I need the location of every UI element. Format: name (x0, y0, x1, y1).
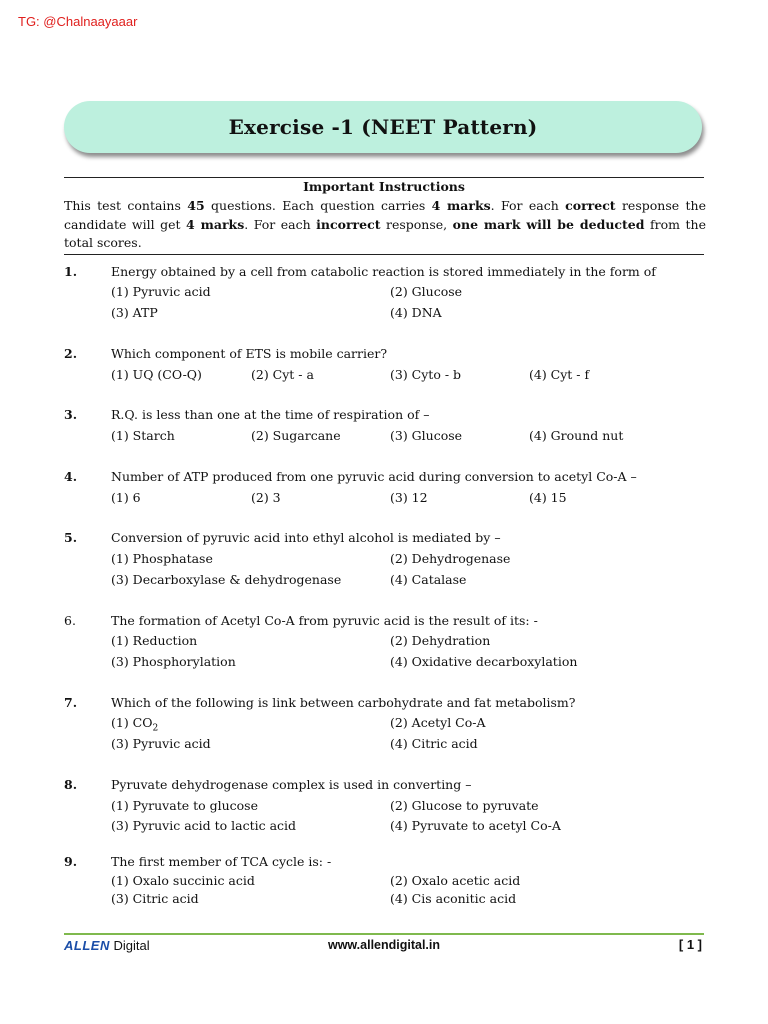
question-number: 7. (64, 695, 78, 710)
option-4: (4) DNA (390, 305, 442, 320)
option-4: (4) 15 (529, 490, 567, 505)
instructions-text: This test contains 45 questions. Each question carries 4 marks. For each correct response the candidate will get 4 marks. For each incorrect response, one mark will be deducted from the total scores. (64, 198, 706, 250)
footer-divider (64, 933, 704, 935)
option-1: (1) Pyruvate to glucose (111, 798, 258, 813)
website-link[interactable]: www.allendigital.in (327, 938, 441, 952)
option-2: (2) Acetyl Co-A (390, 715, 486, 730)
option-2: (2) Glucose to pyruvate (390, 798, 539, 813)
option-2: (2) Glucose (390, 284, 463, 299)
divider-top (64, 177, 704, 178)
exercise-banner (64, 101, 702, 153)
option-2: (2) Sugarcane (251, 428, 341, 443)
question-text: Energy obtained by a cell from catabolic reaction is stored immediately in the form of (111, 264, 656, 279)
question-number: 4. (64, 469, 78, 484)
option-1: (1) Phosphatase (111, 551, 213, 566)
question-text: The formation of Acetyl Co-A from pyruvic acid is the result of its: - (111, 613, 538, 628)
question-number: 3. (64, 407, 78, 422)
telegram-handle: TG: @Chalnaayaaar (18, 14, 138, 29)
allen-digital-logo: ALLEN Digital (64, 938, 150, 953)
question-number: 9. (64, 854, 78, 869)
question-text: Which of the following is link between carbohydrate and fat metabolism? (111, 695, 576, 710)
option-1: (1) $CO_2$ (111, 715, 159, 734)
question-text: R.Q. is less than one at the time of respiration of – (111, 407, 430, 422)
question-text: Number of ATP produced from one pyruvic acid during conversion to acetyl Co-A – (111, 469, 637, 484)
option-1: (1) Oxalo succinic acid (111, 873, 255, 888)
option-2: (2) Dehydration (390, 633, 491, 648)
option-2: (2) 3 (251, 490, 281, 505)
option-4: (4) Ground nut (529, 428, 624, 443)
option-4: (4) Citric acid (390, 736, 478, 751)
option-3: (3) Phosphorylation (111, 654, 236, 669)
option-4: (4) Cis aconitic acid (390, 891, 517, 906)
question-text: Conversion of pyruvic acid into ethyl alcohol is mediated by – (111, 530, 501, 545)
instructions-title: Important Instructions (303, 179, 465, 194)
option-3: (3) 12 (390, 490, 428, 505)
option-1: (1) Pyruvic acid (111, 284, 211, 299)
page-number: [ 1 ] (678, 937, 702, 952)
option-3: (3) Pyruvic acid to lactic acid (111, 818, 297, 833)
option-3: (3) Cyto - b (390, 367, 462, 382)
option-1: (1) UQ (CO-Q) (111, 367, 202, 382)
option-1: (1) Reduction (111, 633, 198, 648)
option-2: (2) Dehydrogenase (390, 551, 511, 566)
option-3: (3) Pyruvic acid (111, 736, 211, 751)
option-4: (4) Catalase (390, 572, 467, 587)
divider-bottom (64, 254, 704, 255)
question-text: The first member of TCA cycle is: - (111, 854, 332, 869)
option-3: (3) Decarboxylase & dehydrogenase (111, 572, 342, 587)
option-4: (4) Oxidative decarboxylation (390, 654, 578, 669)
question-number: 1. (64, 264, 78, 279)
option-3: (3) Citric acid (111, 891, 199, 906)
option-4: (4) Cyt - f (529, 367, 590, 382)
question-number: 6. (64, 613, 76, 628)
option-4: (4) Pyruvate to acetyl Co-A (390, 818, 561, 833)
question-number: 5. (64, 530, 78, 545)
option-3: (3) Glucose (390, 428, 463, 443)
option-3: (3) ATP (111, 305, 158, 320)
question-number: 8. (64, 777, 78, 792)
question-number: 2. (64, 346, 78, 361)
option-1: (1) 6 (111, 490, 141, 505)
exercise-title: Exercise -1 (NEET Pattern) (228, 115, 538, 139)
question-text: Which component of ETS is mobile carrier? (111, 346, 388, 361)
option-1: (1) Starch (111, 428, 175, 443)
question-text: Pyruvate dehydrogenase complex is used in converting – (111, 777, 472, 792)
option-2: (2) Oxalo acetic acid (390, 873, 521, 888)
option-2: (2) Cyt - a (251, 367, 314, 382)
